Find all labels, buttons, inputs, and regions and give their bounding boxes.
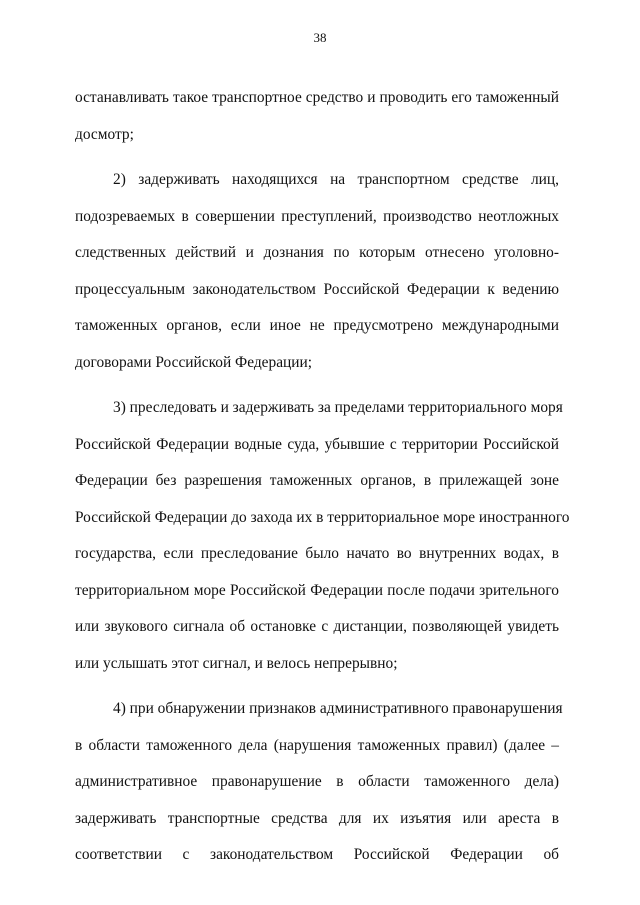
text-line: Российской Федерации до захода их в территориальное море иностранного — [75, 508, 570, 526]
text-line: административное правонарушение в области таможенного дела) — [75, 773, 559, 790]
text-line: подозреваемых в совершении преступлений, производство неотложных — [75, 207, 559, 225]
text-line: или звукового сигнала об остановке с дистанции, позволяющей увидеть — [75, 618, 559, 635]
text-line: территориальном море Российской Федерации после подачи зрительного — [75, 581, 559, 599]
text-line: следственных действий и дознания по которым отнесено уголовно- — [75, 244, 559, 261]
text-line: задерживать транспортные средства для их изъятия или ареста в — [75, 809, 559, 827]
text-line: процессуальным законодательством Российской Федерации к ведению — [75, 280, 559, 298]
document-body — [75, 80, 570, 874]
paragraph-continuation — [75, 80, 559, 153]
paragraph-item-4 — [75, 691, 563, 874]
text-line: 3) преследовать и задерживать за пределами территориального моря — [113, 399, 563, 416]
text-line: или услышать этот сигнал, и велось непрерывно; — [75, 654, 398, 672]
page-number: 38 — [313, 30, 327, 45]
paragraph-item-2 — [75, 162, 559, 381]
text-line: в области таможенного дела (нарушения таможенных правил) (далее – — [75, 736, 559, 754]
text-line: Российской Федерации водные суда, убывшие с территории Российской — [75, 435, 559, 453]
text-line: 4) при обнаружении признаков административного правонарушения — [113, 700, 563, 717]
paragraph-item-3 — [75, 390, 570, 682]
text-line: 2) задерживать находящихся на транспортном средстве лиц, — [113, 171, 559, 188]
text-line: договорами Российской Федерации; — [75, 353, 313, 371]
text-line: досмотр; — [75, 125, 134, 143]
text-line: государства, если преследование было начато во внутренних водах, в — [75, 545, 559, 562]
text-line: соответствии с законодательством Российской Федерации об — [75, 846, 559, 863]
text-line: останавливать такое транспортное средство и проводить его таможенный — [75, 89, 559, 106]
text-line: таможенных органов, если иное не предусмотрено международными — [75, 317, 559, 334]
text-line: Федерации без разрешения таможенных органов, в прилежащей зоне — [75, 472, 559, 489]
